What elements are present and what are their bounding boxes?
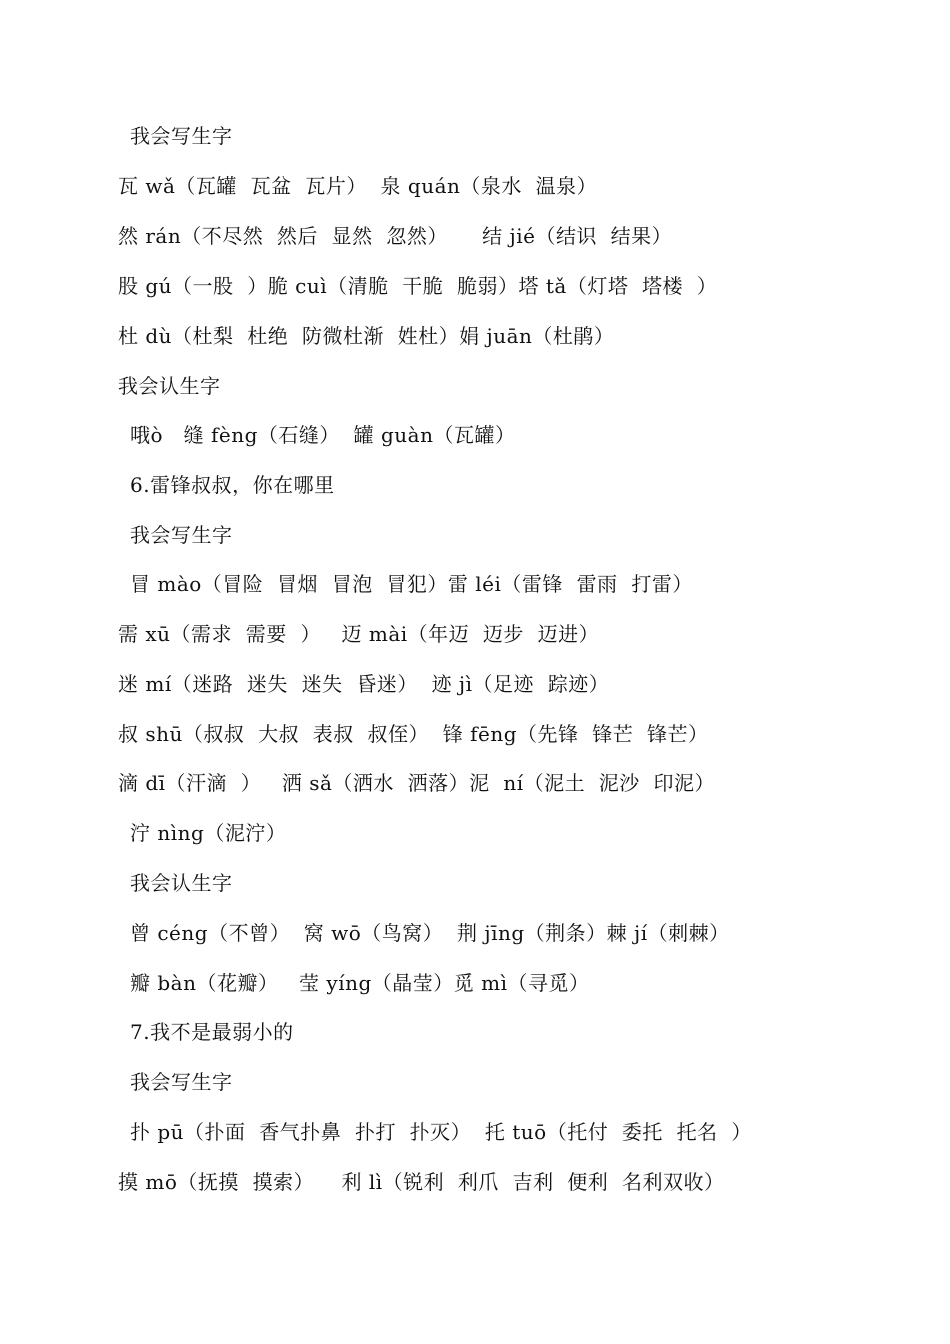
text-line: 摸 mō（抚摸 摸索） 利 lì（锐利 利爪 吉利 便利 名利双收） [118,1170,725,1194]
section-heading-write: 我会写生字 [130,1070,233,1094]
text-line: 滴 dī（汗滴 ） 洒 sǎ（洒水 洒落）泥 ní（泥土 泥沙 印泥） [118,771,716,795]
lesson-title: 6.雷锋叔叔，你在哪里 [130,473,335,497]
section-heading-write: 我会写生字 [130,523,233,547]
text-line: 扑 pū（扑面 香气扑鼻 扑打 扑灭） 托 tuō（托付 委托 托名 ） [130,1120,752,1144]
section-heading-recognize: 我会认生字 [118,374,221,398]
text-line: 迷 mí（迷路 迷失 迷失 昏迷） 迹 jì（足迹 踪迹） [118,672,610,696]
text-line: 股 gú（一股 ）脆 cuì（清脆 干脆 脆弱）塔 tǎ（灯塔 塔楼 ） [118,274,718,298]
section-heading-write: 我会写生字 [130,124,233,148]
text-line: 曾 céng（不曾） 窝 wō（鸟窝） 荆 jīng（荆条）棘 jí（刺棘） [130,921,730,945]
section-heading-recognize: 我会认生字 [130,871,233,895]
lesson-title: 7.我不是最弱小的 [130,1020,294,1044]
text-line: 冒 mào（冒险 冒烟 冒泡 冒犯）雷 léi（雷锋 雷雨 打雷） [130,572,693,596]
text-line: 然 rán（不尽然 然后 显然 忽然） 结 jié（结识 结果） [118,224,673,248]
text-line: 需 xū（需求 需要 ） 迈 mài（年迈 迈步 迈进） [118,622,600,646]
text-line: 泞 nìng（泥泞） [130,821,287,845]
text-line: 杜 dù（杜梨 杜绝 防微杜渐 姓杜）娟 juān（杜鹃） [118,324,615,348]
text-line: 瓣 bàn（花瓣） 莹 yíng（晶莹）觅 mì（寻觅） [130,971,590,995]
text-line: 哦ò 缝 fèng（石缝） 罐 guàn（瓦罐） [130,423,516,447]
text-line: 瓦 wǎ（瓦罐 瓦盆 瓦片） 泉 quán（泉水 温泉） [118,174,598,198]
text-line: 叔 shū（叔叔 大叔 表叔 叔侄） 锋 fēng（先锋 锋芒 锋芒） [118,722,709,746]
